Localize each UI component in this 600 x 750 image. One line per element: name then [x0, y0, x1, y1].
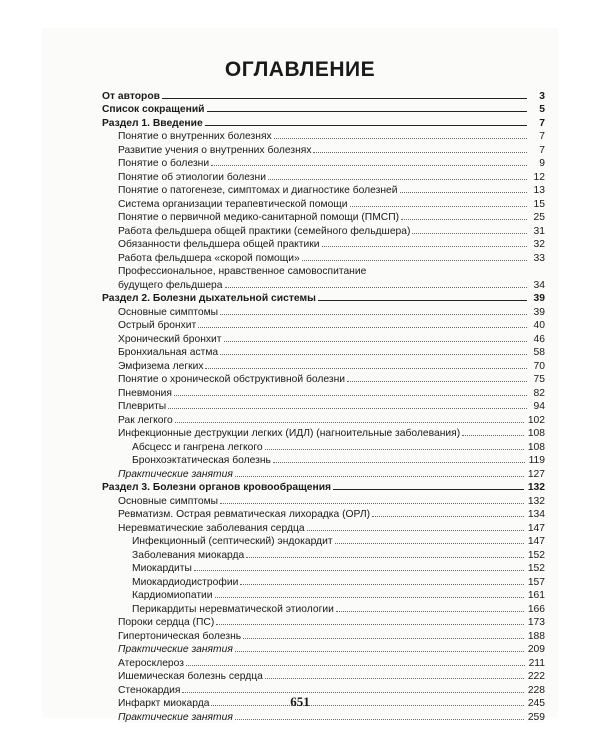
dot-leader: [175, 422, 524, 423]
toc-entry[interactable]: [102, 358, 545, 372]
toc-entry[interactable]: [102, 628, 545, 642]
toc-entry-title: Миокардиодистрофии: [132, 576, 239, 588]
dot-leader: [246, 557, 524, 558]
toc-entry-page: 32: [529, 239, 545, 250]
dot-leader: [347, 381, 527, 382]
toc-entry-title: Гипертоническая болезнь: [118, 630, 242, 642]
toc-entry-page: 173: [527, 617, 545, 628]
dot-leader: [182, 692, 523, 693]
toc-entry[interactable]: [102, 304, 545, 318]
toc-entry-title: Понятие о хронической обструктивной болезни: [118, 374, 346, 385]
toc-entry-page: 132: [527, 495, 545, 507]
dot-leader: [273, 462, 525, 463]
toc-entry-title: Понятие о внутренних болезнях: [118, 131, 272, 142]
dot-leader: [220, 503, 524, 504]
toc-entry-page: 12: [529, 172, 545, 183]
toc-entry[interactable]: [102, 399, 545, 413]
dot-leader: [205, 368, 527, 369]
dot-leader: [268, 179, 527, 180]
toc-entry-title: Работа фельдшера «скорой помощи»: [118, 252, 300, 264]
toc-entry[interactable]: [102, 88, 545, 102]
toc-entry-page: 134: [527, 509, 545, 520]
toc-entry-page: 108: [527, 441, 545, 453]
toc-entry-page: 46: [529, 334, 545, 345]
dot-leader: [235, 651, 524, 652]
toc-entry-title: Кардиомиопатии: [132, 590, 213, 601]
toc-entry[interactable]: [102, 412, 545, 426]
dot-leader: [335, 543, 524, 544]
dot-leader: [225, 287, 527, 288]
dot-leader: [186, 665, 525, 666]
toc-entry-title: Инфекционный (септический) эндокардит: [132, 536, 333, 547]
toc-entry-page: 188: [527, 630, 545, 642]
page-title: ОГЛАВЛЕНИЕ: [224, 58, 376, 81]
toc-entry-title: Список сокращений: [102, 104, 205, 115]
toc-entry-title: Практические занятия: [118, 644, 233, 655]
toc-entry-title: Понятие об этиологии болезни: [118, 171, 266, 183]
toc-entry-page: 119: [528, 455, 545, 466]
toc-entry[interactable]: [102, 547, 545, 561]
toc-entry[interactable]: [102, 709, 545, 723]
toc-entry-page: 13: [529, 185, 545, 196]
toc-entry-page: 245: [527, 698, 545, 709]
toc-entry[interactable]: [102, 169, 545, 183]
dot-leader: [207, 111, 528, 112]
toc-entry-title: Профессиональное, нравственное самовоспитание: [118, 266, 367, 277]
toc-entry-title: Эмфизема легких: [118, 360, 204, 372]
dot-leader: [307, 530, 524, 531]
toc-entry-title: Плевриты: [118, 401, 167, 412]
toc-entry[interactable]: [102, 615, 545, 629]
toc-entry-title: Система организации терапевтической помощи: [118, 198, 348, 210]
toc-entry-title: Пороки сердца (ПС): [118, 617, 215, 628]
toc-entry-page: 58: [529, 347, 545, 358]
toc-entry-title: Рак легкого: [118, 414, 173, 426]
toc-entry[interactable]: [102, 223, 545, 237]
toc-entry-page: 157: [527, 576, 545, 588]
toc-entry-page: 152: [527, 549, 545, 561]
toc-entry-page: 102: [527, 414, 545, 426]
toc-entry[interactable]: [102, 588, 545, 602]
toc-entry-page: 166: [527, 603, 545, 615]
toc-entry[interactable]: [102, 183, 545, 197]
dot-leader: [265, 449, 524, 450]
toc-entry-page: 39: [529, 293, 545, 304]
toc-entry-page: 127: [527, 468, 545, 480]
toc-entry-title: Понятие о патогенезе, симптомах и диагностике болезней: [118, 185, 398, 196]
toc-entry-title: Миокардиты: [132, 563, 192, 574]
dot-leader: [265, 678, 524, 679]
toc-entry[interactable]: [102, 520, 545, 534]
toc-entry[interactable]: [102, 102, 545, 116]
toc-entry-title: Пневмония: [118, 387, 172, 399]
dot-leader: [162, 98, 527, 99]
toc-entry-title: Развитие учения о внутренних болезнях: [118, 144, 312, 156]
toc-entry-page: 5: [529, 104, 545, 115]
toc-entry-page: 25: [529, 212, 545, 223]
toc-entry[interactable]: [102, 385, 545, 399]
toc-entry[interactable]: [102, 345, 545, 359]
toc-entry-page: 9: [529, 158, 545, 169]
dot-leader: [274, 138, 527, 139]
toc-entry-page: 82: [529, 388, 545, 399]
dot-leader: [401, 219, 527, 220]
toc-entry[interactable]: [102, 453, 545, 467]
toc-entry[interactable]: [102, 574, 545, 588]
dot-leader: [462, 435, 524, 436]
toc-entry-title: Основные симптомы: [118, 306, 219, 318]
toc-entry-page: 7: [529, 145, 545, 156]
toc-entry[interactable]: [102, 264, 545, 278]
toc-entry-title: Понятие о первичной медико-санитарной помощи (ПМСП): [118, 212, 400, 223]
toc-entry-title: Раздел 3. Болезни органов кровообращения: [102, 482, 332, 493]
dot-leader: [220, 314, 527, 315]
toc-entry[interactable]: [102, 642, 545, 656]
toc-entry-page: 222: [527, 671, 545, 682]
dot-leader: [216, 624, 524, 625]
toc-entry[interactable]: [102, 129, 545, 143]
dot-leader: [372, 516, 524, 517]
dot-leader: [198, 327, 527, 328]
toc-entry[interactable]: [102, 493, 545, 507]
toc-entry-title: Раздел 1. Введение: [102, 117, 203, 129]
toc-entry-title: Заболевания миокарда: [132, 549, 245, 561]
toc-entry[interactable]: [102, 439, 545, 453]
toc-entry-page: 147: [527, 522, 545, 534]
dot-leader: [302, 260, 527, 261]
toc-entry-title: Атеросклероз: [118, 657, 184, 669]
toc-entry-title: Неревматические заболевания сердца: [118, 522, 305, 534]
toc-entry-title: будущего фельдшера: [118, 279, 223, 291]
toc-entry-page: 75: [529, 374, 545, 385]
dot-leader: [412, 233, 527, 234]
toc-entry-page: 7: [529, 131, 545, 142]
table-of-contents: [102, 88, 545, 723]
toc-entry[interactable]: [102, 480, 545, 494]
toc-entry-title: Перикардиты неревматической этиологии: [132, 603, 334, 615]
toc-entry[interactable]: [102, 655, 545, 669]
dot-leader: [318, 300, 527, 301]
toc-entry[interactable]: [102, 115, 545, 129]
toc-entry-title: Инфекционные деструкции легких (ИДЛ) (нагноительные заболевания): [118, 428, 461, 439]
toc-entry-page: 34: [529, 280, 545, 291]
toc-entry-page: 31: [529, 226, 545, 237]
toc-entry-page: 152: [527, 563, 545, 574]
dot-leader: [205, 125, 527, 126]
dot-leader: [215, 597, 524, 598]
book-page: [42, 28, 558, 723]
toc-entry-title: Абсцесс и гангрена легкого: [132, 441, 263, 453]
toc-entry-page: 94: [529, 401, 545, 412]
toc-entry[interactable]: [102, 142, 545, 156]
toc-entry[interactable]: [102, 534, 545, 548]
toc-entry-page: 70: [529, 361, 545, 372]
dot-leader: [174, 395, 527, 396]
toc-entry[interactable]: [102, 372, 545, 386]
toc-entry-title: Стенокардия: [118, 684, 181, 696]
dot-leader: [313, 152, 527, 153]
dot-leader: [336, 611, 524, 612]
toc-entry-page: 209: [527, 644, 545, 655]
dot-leader: [168, 408, 527, 409]
toc-entry-title: Практические занятия: [118, 468, 233, 480]
toc-entry[interactable]: [102, 156, 545, 170]
toc-entry-page: 161: [527, 590, 545, 601]
toc-entry[interactable]: [102, 250, 545, 264]
toc-entry[interactable]: [102, 196, 545, 210]
dot-leader: [400, 192, 527, 193]
dot-leader: [220, 354, 527, 355]
toc-entry[interactable]: [102, 466, 545, 480]
dot-leader: [333, 489, 524, 490]
toc-entry-page: 39: [529, 307, 545, 318]
toc-entry-page: 3: [529, 91, 545, 102]
toc-entry-page: 40: [529, 320, 545, 331]
toc-entry-page: 259: [527, 711, 545, 723]
dot-leader: [224, 341, 527, 342]
toc-entry-title: Инфаркт миокарда: [118, 698, 210, 709]
toc-entry-title: Хронический бронхит: [118, 333, 222, 345]
toc-entry-title: Раздел 2. Болезни дыхательной системы: [102, 293, 316, 304]
toc-entry[interactable]: [102, 237, 545, 251]
toc-entry-title: Бронхиальная астма: [118, 347, 219, 358]
toc-entry[interactable]: [102, 291, 545, 305]
page-number: 651: [290, 694, 310, 709]
toc-entry[interactable]: [102, 331, 545, 345]
dot-leader: [194, 570, 524, 571]
toc-entry-title: От авторов: [102, 90, 160, 102]
dot-leader: [322, 246, 527, 247]
toc-entry-title: Практические занятия: [118, 711, 233, 723]
dot-leader: [235, 476, 524, 477]
toc-entry-title: Основные симптомы: [118, 495, 219, 507]
toc-entry[interactable]: [102, 507, 545, 521]
toc-entry-page: 228: [527, 684, 545, 696]
toc-entry[interactable]: [102, 669, 545, 683]
toc-entry-title: Ишемическая болезнь сердца: [118, 671, 263, 682]
dot-leader: [235, 719, 524, 720]
toc-entry[interactable]: [102, 277, 545, 291]
toc-entry[interactable]: [102, 601, 545, 615]
toc-entry-page: 147: [527, 536, 545, 547]
toc-entry-title: Работа фельдшера общей практики (семейного фельдшера): [118, 225, 411, 237]
toc-entry-title: Острый бронхит: [118, 320, 197, 331]
toc-entry[interactable]: [102, 210, 545, 224]
dot-leader: [211, 165, 527, 166]
toc-entry[interactable]: [102, 318, 545, 332]
toc-entry[interactable]: [102, 426, 545, 440]
toc-entry-page: 132: [527, 482, 545, 493]
toc-entry-page: 33: [529, 253, 545, 264]
toc-entry-title: Бронхоэктатическая болезнь: [132, 455, 271, 466]
dot-leader: [240, 584, 523, 585]
toc-entry-page: 15: [529, 199, 545, 210]
toc-entry-page: 108: [527, 428, 545, 439]
dot-leader: [243, 638, 524, 639]
dot-leader: [350, 206, 527, 207]
toc-entry-title: Понятие о болезни: [118, 158, 210, 169]
toc-entry-page: 7: [529, 118, 545, 129]
toc-entry-title: Ревматизм. Острая ревматическая лихорадка (ОРЛ): [118, 509, 371, 520]
toc-entry-page: 211: [528, 657, 545, 669]
toc-entry-title: Обязанности фельдшера общей практики: [118, 239, 320, 250]
toc-entry[interactable]: [102, 561, 545, 575]
